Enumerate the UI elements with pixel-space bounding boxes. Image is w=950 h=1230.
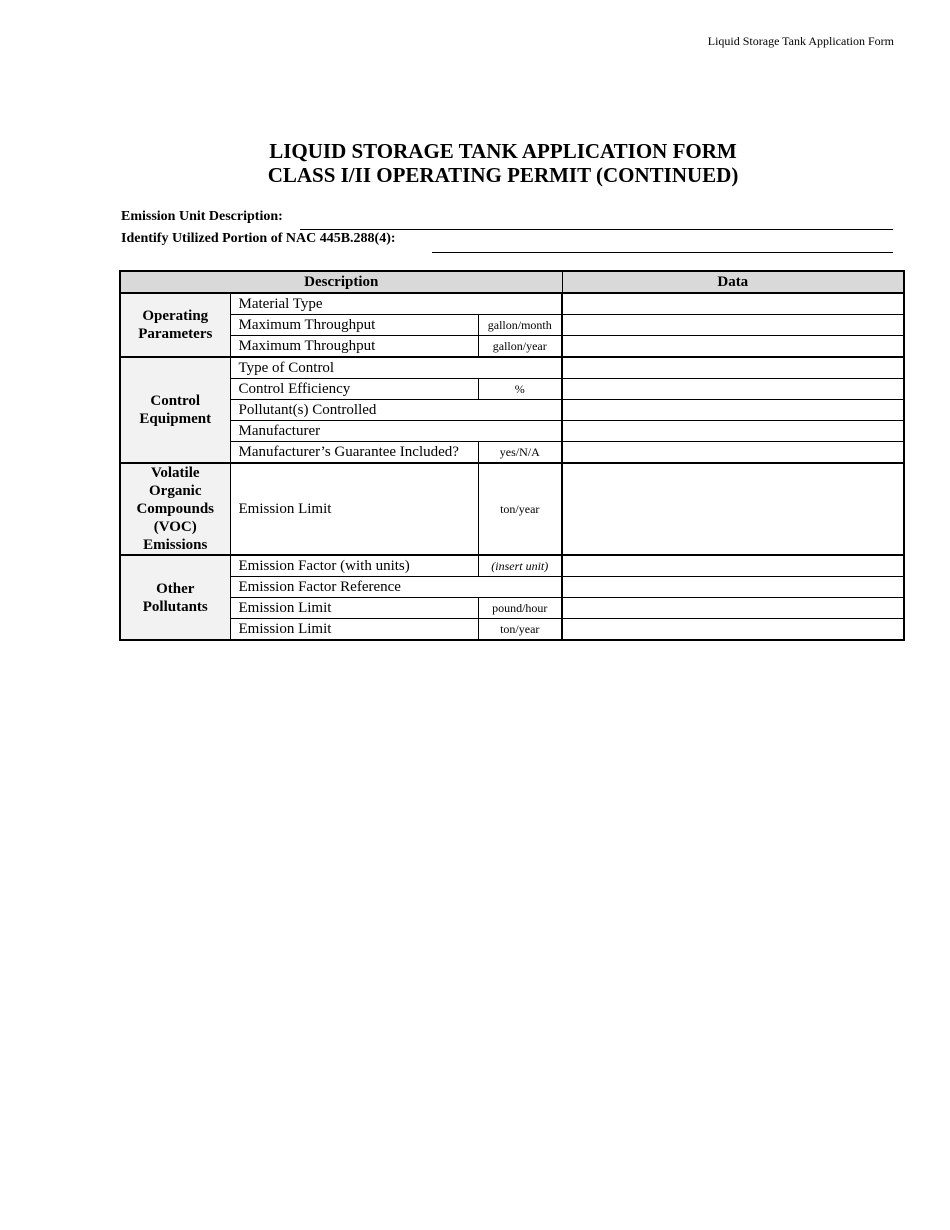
data-cell[interactable] bbox=[562, 379, 904, 400]
row-description: Material Type bbox=[230, 293, 562, 315]
table-row bbox=[120, 400, 904, 421]
row-description: Emission Limit bbox=[230, 619, 478, 641]
table-row bbox=[120, 442, 904, 464]
data-cell[interactable] bbox=[562, 619, 904, 641]
emission-unit-label: Emission Unit Description: bbox=[121, 209, 283, 224]
table-row bbox=[120, 555, 904, 577]
row-description: Pollutant(s) Controlled bbox=[230, 400, 562, 421]
table-row bbox=[120, 379, 904, 400]
table-row bbox=[120, 336, 904, 358]
table-row bbox=[120, 421, 904, 442]
emission-unit-field[interactable] bbox=[300, 229, 893, 230]
group-operating-parameters: Operating Parameters bbox=[120, 293, 230, 357]
data-cell[interactable] bbox=[562, 400, 904, 421]
table-row bbox=[120, 463, 904, 555]
nac-portion-label: Identify Utilized Portion of NAC 445B.288(4): bbox=[121, 231, 396, 246]
row-unit: gallon/month bbox=[478, 315, 562, 336]
row-unit: ton/year bbox=[478, 619, 562, 641]
row-description: Manufacturer bbox=[230, 421, 562, 442]
data-cell[interactable] bbox=[562, 442, 904, 464]
table-row bbox=[120, 293, 904, 315]
description-header: Description bbox=[120, 271, 562, 293]
row-unit: (insert unit) bbox=[478, 555, 562, 577]
data-cell[interactable] bbox=[562, 357, 904, 379]
row-description: Manufacturer’s Guarantee Included? bbox=[230, 442, 478, 464]
data-header: Data bbox=[562, 271, 904, 293]
row-unit: ton/year bbox=[478, 463, 562, 555]
nac-portion-field[interactable] bbox=[432, 252, 893, 253]
row-description: Control Efficiency bbox=[230, 379, 478, 400]
data-cell[interactable] bbox=[562, 336, 904, 358]
row-description: Emission Limit bbox=[230, 463, 478, 555]
table-row bbox=[120, 598, 904, 619]
form-title-line-1: LIQUID STORAGE TANK APPLICATION FORM bbox=[269, 139, 737, 163]
data-cell[interactable] bbox=[562, 293, 904, 315]
data-cell[interactable] bbox=[562, 598, 904, 619]
group-voc-emissions: Volatile Organic Compounds (VOC) Emissions bbox=[120, 463, 230, 555]
emission-unit-row bbox=[121, 209, 283, 225]
group-other-pollutants: Other Pollutants bbox=[120, 555, 230, 640]
table-row bbox=[120, 577, 904, 598]
data-cell[interactable] bbox=[562, 577, 904, 598]
row-description: Type of Control bbox=[230, 357, 562, 379]
table-row bbox=[120, 619, 904, 641]
row-unit: % bbox=[478, 379, 562, 400]
data-cell[interactable] bbox=[562, 555, 904, 577]
table-row bbox=[120, 315, 904, 336]
form-title-line-2: CLASS I/II OPERATING PERMIT (CONTINUED) bbox=[267, 163, 739, 187]
data-cell[interactable] bbox=[562, 315, 904, 336]
row-unit: pound/hour bbox=[478, 598, 562, 619]
form-title bbox=[0, 139, 950, 187]
row-description: Maximum Throughput bbox=[230, 336, 478, 358]
group-control-equipment: Control Equipment bbox=[120, 357, 230, 463]
table-header-row bbox=[120, 271, 904, 293]
row-unit: yes/N/A bbox=[478, 442, 562, 464]
data-cell[interactable] bbox=[562, 421, 904, 442]
row-description: Maximum Throughput bbox=[230, 315, 478, 336]
liquid-storage-tank-table bbox=[119, 270, 905, 641]
data-cell[interactable] bbox=[562, 463, 904, 555]
running-header: Liquid Storage Tank Application Form bbox=[707, 34, 894, 48]
nac-portion-row bbox=[121, 231, 396, 247]
row-unit: gallon/year bbox=[478, 336, 562, 358]
row-description: Emission Factor Reference bbox=[230, 577, 562, 598]
table-row bbox=[120, 357, 904, 379]
row-description: Emission Limit bbox=[230, 598, 478, 619]
row-description: Emission Factor (with units) bbox=[230, 555, 478, 577]
